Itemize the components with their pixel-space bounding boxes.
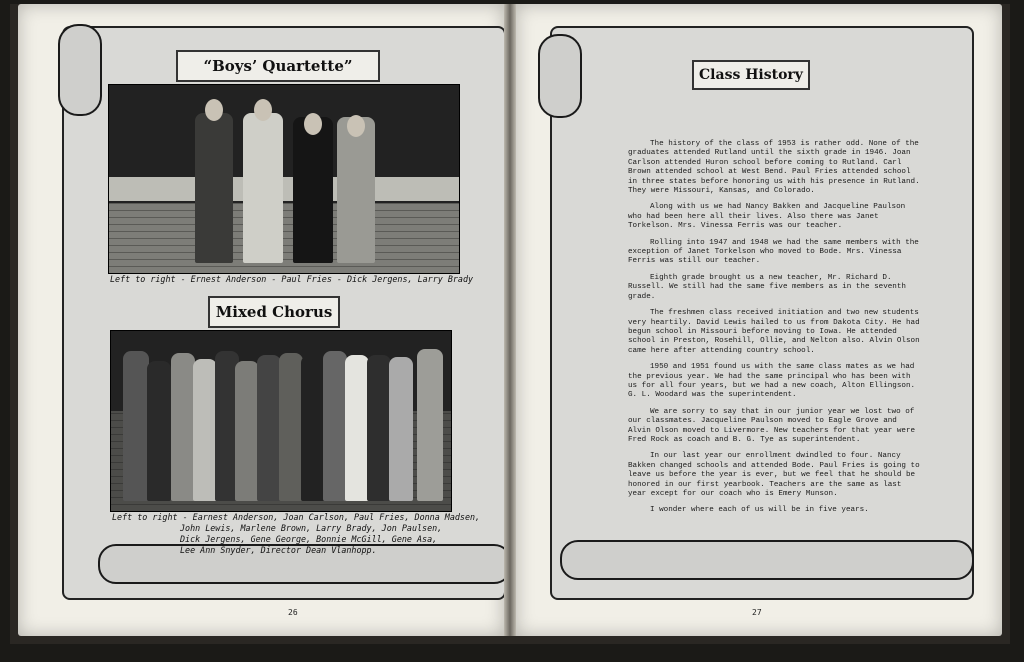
history-paragraph: Rolling into 1947 and 1948 we had the same members with the exception of Janet Torkelson who moved to Bode. Mrs. Vinessa Ferris was still our teacher. <box>628 238 919 266</box>
history-paragraph: The freshmen class received initiation and two new students very heartily. David Lewis hailed to us from Dakota City. He had begun school in Missouri before moving to Iowa. He attended school in Preston, Rosehill, Ollie, and Nelton also. Alvin Olson came here after attending country school. <box>628 309 920 355</box>
quartette-photo <box>108 84 460 274</box>
quartette-title: “Boys’ Quartette” <box>176 50 380 82</box>
page-number-right: 27 <box>752 608 762 617</box>
chorus-photo <box>110 330 452 512</box>
book-gutter <box>504 4 516 636</box>
scroll-bottom-curl-right <box>560 540 974 580</box>
left-page <box>18 4 504 636</box>
history-paragraph: The history of the class of 1953 is rather odd. None of the graduates attended Rutland until the sixth grade in 1946. Joan Carlson attended Huron school before coming to Rutland. Carl Brown attended school at West Bend. Paul Fries attended school in three states before honoring us with his presence in Rutland. They were Missouri, Kansas, and Colorado. <box>628 140 920 196</box>
history-paragraph: I wonder where each of us will be in five years. <box>650 506 869 515</box>
history-paragraph: In our last year our enrollment dwindled to four. Nancy Bakken changed schools and attended Bode. Paul Fries is going to leave us before the year is ever, but we feel that he should be honored in our first yearbook. Teachers are the same as last year except for our coach who is Emery Munson. <box>628 452 920 498</box>
chorus-caption-line-4: Lee Ann Snyder, Director Dean Vlanhopp. <box>180 545 377 555</box>
chorus-caption-line-2: John Lewis, Marlene Brown, Larry Brady, Jon Paulsen, <box>180 523 443 533</box>
right-page <box>516 4 1002 636</box>
history-paragraph: Along with us we had Nancy Bakken and Jacqueline Paulson who had been here all their lives. Also there was Janet Torkelson. Mrs. Vinessa Ferris was our teacher. <box>628 203 906 231</box>
yearbook-spread <box>10 4 1010 644</box>
history-paragraph: 1950 and 1951 found us with the same class mates as we had the previous year. We had the same principal who has been with us for all four years, but we had a new coach, Alton Ellingson. G. L. Woodard was the superintendent. <box>628 363 916 400</box>
class-history-text <box>628 140 922 523</box>
history-paragraph: Eighth grade brought us a new teacher, Mr. Richard D. Russell. We still had the same five members as in the seventh grade. <box>628 273 906 301</box>
class-history-title: Class History <box>692 60 810 90</box>
chorus-caption-line-1: Left to right - Earnest Anderson, Joan Carlson, Paul Fries, Donna Madsen, <box>112 512 481 522</box>
page-number-left: 26 <box>288 608 298 617</box>
quartette-caption: Left to right - Ernest Anderson - Paul Fries - Dick Jergens, Larry Brady <box>110 274 474 284</box>
scroll-top-curl-right <box>538 34 582 118</box>
chorus-caption-line-3: Dick Jergens, Gene George, Bonnie McGill, Gene Asa, <box>180 534 438 544</box>
history-paragraph: We are sorry to say that in our junior year we lost two of our classmates. Jacqueline Paulson moved to Eagle Grove and Alvin Olson moved to Livermore. New teachers for that year were Fred Rock as coach and B. G. Tye as superintendent. <box>628 407 916 444</box>
chorus-title: Mixed Chorus <box>208 296 340 328</box>
scroll-top-curl <box>58 24 102 116</box>
